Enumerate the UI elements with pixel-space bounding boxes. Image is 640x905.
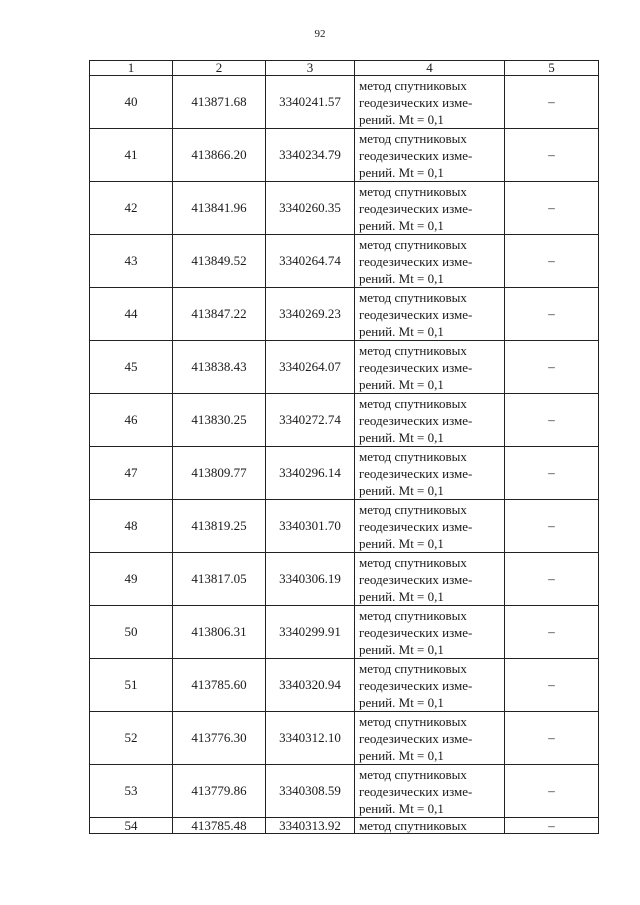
method-cell [355, 129, 505, 182]
y-coordinate-cell: 3340308.59 [266, 765, 355, 818]
method-line: геодезических изме- [359, 359, 473, 375]
method-line: метод спутниковых [359, 607, 467, 623]
method-line: геодезических изме- [359, 306, 473, 322]
y-coordinate-cell: 3340313.92 [266, 818, 355, 834]
y-coordinate-cell: 3340320.94 [266, 659, 355, 712]
column-5-cell: – [505, 76, 599, 129]
x-coordinate-cell: 413806.31 [173, 606, 266, 659]
column-5-cell: – [505, 394, 599, 447]
x-coordinate-cell: 413838.43 [173, 341, 266, 394]
method-cell [355, 341, 505, 394]
table-row [90, 394, 599, 447]
column-5-cell: – [505, 341, 599, 394]
method-line: метод спутниковых [359, 448, 467, 464]
method-cell [355, 288, 505, 341]
y-coordinate-cell: 3340299.91 [266, 606, 355, 659]
method-line: геодезических изме- [359, 730, 473, 746]
table-row [90, 500, 599, 553]
table-row [90, 182, 599, 235]
method-cell [355, 394, 505, 447]
method-line: рений. Mt = 0,1 [359, 641, 444, 657]
y-coordinate-cell: 3340272.74 [266, 394, 355, 447]
x-coordinate-cell: 413779.86 [173, 765, 266, 818]
method-cell [355, 500, 505, 553]
table-body [90, 76, 599, 834]
method-cell [355, 606, 505, 659]
y-coordinate-cell: 3340264.74 [266, 235, 355, 288]
method-cell [355, 447, 505, 500]
point-number-cell: 45 [90, 341, 173, 394]
column-5-cell: – [505, 235, 599, 288]
table-row [90, 447, 599, 500]
column-header-3: 3 [266, 61, 355, 76]
column-5-cell: – [505, 606, 599, 659]
method-cell [355, 712, 505, 765]
method-cell [355, 235, 505, 288]
method-line: метод спутниковых [359, 766, 467, 782]
y-coordinate-cell: 3340260.35 [266, 182, 355, 235]
method-line: геодезических изме- [359, 518, 473, 534]
table-row [90, 712, 599, 765]
method-line: метод спутниковых [359, 713, 467, 729]
method-line: геодезических изме- [359, 253, 473, 269]
method-line: метод спутниковых [359, 77, 467, 93]
point-number-cell: 50 [90, 606, 173, 659]
method-cell [355, 765, 505, 818]
column-5-cell: – [505, 659, 599, 712]
point-number-cell: 41 [90, 129, 173, 182]
method-line: геодезических изме- [359, 624, 473, 640]
coordinates-table [89, 60, 599, 834]
column-header-1: 1 [90, 61, 173, 76]
method-line: рений. Mt = 0,1 [359, 111, 444, 127]
point-number-cell: 48 [90, 500, 173, 553]
method-line: метод спутниковых [359, 342, 467, 358]
method-line: рений. Mt = 0,1 [359, 694, 444, 710]
column-5-cell: – [505, 765, 599, 818]
column-header-2: 2 [173, 61, 266, 76]
column-header-5: 5 [505, 61, 599, 76]
x-coordinate-cell: 413847.22 [173, 288, 266, 341]
point-number-cell: 46 [90, 394, 173, 447]
x-coordinate-cell: 413817.05 [173, 553, 266, 606]
method-line: рений. Mt = 0,1 [359, 482, 444, 498]
y-coordinate-cell: 3340312.10 [266, 712, 355, 765]
method-line: рений. Mt = 0,1 [359, 164, 444, 180]
table-row [90, 606, 599, 659]
y-coordinate-cell: 3340269.23 [266, 288, 355, 341]
y-coordinate-cell: 3340296.14 [266, 447, 355, 500]
x-coordinate-cell: 413841.96 [173, 182, 266, 235]
point-number-cell: 54 [90, 818, 173, 834]
method-line: метод спутниковых [359, 660, 467, 676]
method-line: рений. Mt = 0,1 [359, 535, 444, 551]
y-coordinate-cell: 3340234.79 [266, 129, 355, 182]
column-5-cell: – [505, 182, 599, 235]
table-row [90, 76, 599, 129]
method-line: рений. Mt = 0,1 [359, 588, 444, 604]
x-coordinate-cell: 413819.25 [173, 500, 266, 553]
method-line: геодезических изме- [359, 571, 473, 587]
column-5-cell: – [505, 129, 599, 182]
x-coordinate-cell: 413809.77 [173, 447, 266, 500]
method-line: рений. Mt = 0,1 [359, 429, 444, 445]
method-line: рений. Mt = 0,1 [359, 800, 444, 816]
method-line: метод спутниковых [359, 554, 467, 570]
method-line: рений. Mt = 0,1 [359, 376, 444, 392]
method-line: геодезических изме- [359, 200, 473, 216]
header-row [90, 61, 599, 76]
y-coordinate-cell: 3340264.07 [266, 341, 355, 394]
table-row [90, 288, 599, 341]
method-cell [355, 182, 505, 235]
point-number-cell: 52 [90, 712, 173, 765]
point-number-cell: 51 [90, 659, 173, 712]
column-5-cell: – [505, 500, 599, 553]
y-coordinate-cell: 3340241.57 [266, 76, 355, 129]
method-line: метод спутниковых [359, 395, 467, 411]
table-row [90, 553, 599, 606]
method-line: рений. Mt = 0,1 [359, 270, 444, 286]
point-number-cell: 40 [90, 76, 173, 129]
method-line: рений. Mt = 0,1 [359, 323, 444, 339]
point-number-cell: 43 [90, 235, 173, 288]
method-line: геодезических изме- [359, 783, 473, 799]
point-number-cell: 49 [90, 553, 173, 606]
table-row [90, 818, 599, 834]
table-row [90, 235, 599, 288]
method-line: геодезических изме- [359, 147, 473, 163]
table-row [90, 765, 599, 818]
y-coordinate-cell: 3340306.19 [266, 553, 355, 606]
method-cell [355, 76, 505, 129]
x-coordinate-cell: 413785.48 [173, 818, 266, 834]
column-5-cell: – [505, 553, 599, 606]
x-coordinate-cell: 413785.60 [173, 659, 266, 712]
table-row [90, 129, 599, 182]
method-line: геодезических изме- [359, 94, 473, 110]
method-line: геодезических изме- [359, 677, 473, 693]
point-number-cell: 47 [90, 447, 173, 500]
method-line: геодезических изме- [359, 412, 473, 428]
point-number-cell: 44 [90, 288, 173, 341]
method-line: метод спутниковых [359, 289, 467, 305]
method-line: рений. Mt = 0,1 [359, 217, 444, 233]
point-number-cell: 53 [90, 765, 173, 818]
y-coordinate-cell: 3340301.70 [266, 500, 355, 553]
table-row [90, 659, 599, 712]
method-line: метод спутниковых [359, 818, 467, 833]
method-line: метод спутниковых [359, 130, 467, 146]
x-coordinate-cell: 413866.20 [173, 129, 266, 182]
method-line: геодезических изме- [359, 465, 473, 481]
method-line: метод спутниковых [359, 501, 467, 517]
column-5-cell: – [505, 447, 599, 500]
x-coordinate-cell: 413830.25 [173, 394, 266, 447]
column-header-4: 4 [355, 61, 505, 76]
method-cell [355, 659, 505, 712]
method-cell [355, 818, 505, 834]
column-5-cell: – [505, 712, 599, 765]
point-number-cell: 42 [90, 182, 173, 235]
method-cell [355, 553, 505, 606]
table-row [90, 341, 599, 394]
x-coordinate-cell: 413871.68 [173, 76, 266, 129]
page-number: 92 [314, 28, 326, 40]
x-coordinate-cell: 413849.52 [173, 235, 266, 288]
method-line: метод спутниковых [359, 236, 467, 252]
x-coordinate-cell: 413776.30 [173, 712, 266, 765]
method-line: метод спутниковых [359, 183, 467, 199]
column-5-cell: – [505, 288, 599, 341]
method-line: рений. Mt = 0,1 [359, 747, 444, 763]
column-5-cell: – [505, 818, 599, 834]
